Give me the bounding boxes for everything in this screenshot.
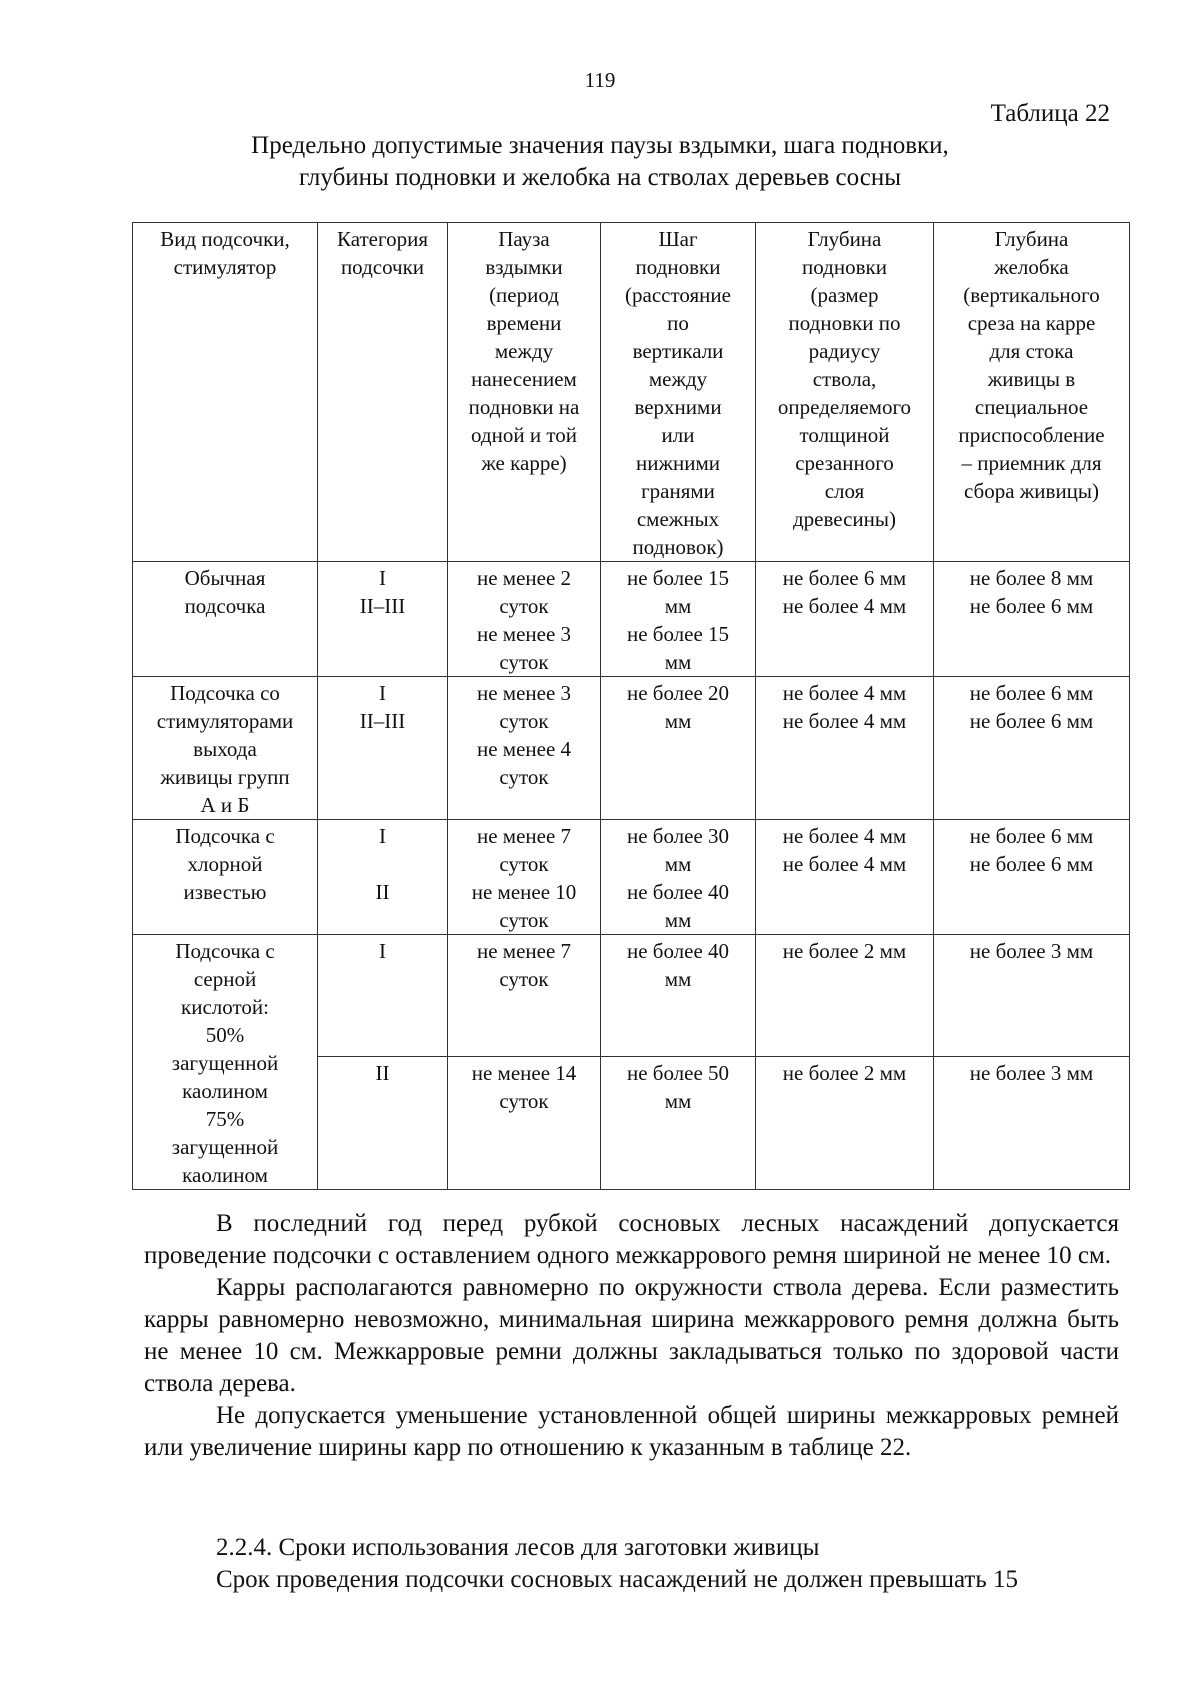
header-cell-pause [448,223,601,562]
cell-line: специальное [974,395,1089,419]
cell-line: вертикали [632,339,724,363]
cell-line: верхними [634,395,722,419]
cell-line: между [648,367,708,391]
cell-line: не более 40 [626,880,730,904]
cell-line: нижними [636,451,720,475]
cell-depth [756,820,934,935]
cell-line: I [379,681,386,705]
cell-line: или [661,423,695,447]
cell-line: Обычная [184,566,266,590]
cell-line: для стока [989,339,1074,363]
cell-line: Категория [337,227,428,251]
cell-line: смежных [636,507,720,531]
cell-type [133,935,318,1190]
cell-line: не более 4 мм [782,594,907,618]
table-header-row [133,223,1130,562]
cell-line: живицы в [987,367,1076,391]
cell-category [318,562,448,677]
cell-category [318,935,448,1057]
cell-depth [756,935,934,1057]
cell-line: не более 30 [626,824,730,848]
paragraph: В последний год перед рубкой сосновых лесных насаждений допускается проведение подсочки с оставлением одного межкаррового ремня шириной не менее 10 см. [144,1210,1119,1269]
cell-line: суток [499,709,549,733]
cell-step [601,935,756,1057]
cell-line: известью [183,880,267,904]
table-title-line: Предельно допустимые значения паузы вздымки, шага подновки, [251,132,949,159]
cell-line: не менее 14 [471,1061,577,1086]
cell-line: мм [664,709,692,733]
cell-line: мм [664,650,692,674]
cell-pause [448,1057,601,1190]
cell-line: не менее 2 [476,566,572,590]
cell-line: не более 50 [626,1061,730,1086]
header-cell-type [133,223,318,562]
cell-line: не более 40 [626,939,730,963]
cell-line: А и Б [200,793,250,817]
cell-depth [756,1057,934,1190]
header-cell-groove [934,223,1130,562]
cell-groove [934,677,1130,820]
cell-line: суток [499,852,549,876]
cell-line: среза на карре [967,311,1096,335]
cell-line: же карре) [481,451,567,475]
cell-line: не более 4 мм [782,824,907,848]
cell-line: подновки [635,255,721,279]
cell-line: подновки [802,255,887,279]
cell-line: определяемого [777,395,912,419]
cell-groove [934,562,1130,677]
cell-line: хлорной [187,852,263,876]
cell-line: суток [499,765,549,789]
cell-line [321,850,444,878]
cell-line: Вид подсочки, [160,227,290,251]
cell-line: не более 8 мм [969,566,1094,590]
table-row [133,820,1130,935]
table-label: Таблица 22 [990,100,1110,127]
cell-line: суток [499,1089,549,1114]
cell-line: подсочка [184,594,266,618]
cell-line: нанесением [471,367,577,391]
cell-step [601,562,756,677]
cell-line: не менее 4 [476,737,572,761]
cell-line: стимулятор [173,255,277,279]
cell-line: Пауза [498,227,550,251]
cell-line: не более 3 мм [969,939,1094,963]
cell-line: II–III [359,594,406,618]
cell-line: каолином [182,1079,268,1103]
cell-type [133,820,318,935]
cell-line: не менее 7 [476,939,572,963]
cell-depth [756,562,934,677]
cell-line: не более 15 [626,622,730,646]
table-row [133,562,1130,677]
cell-line: древесины) [792,507,897,531]
table-row [133,935,1130,1057]
cell-line: одной и той [471,423,577,447]
cell-line: мм [664,908,692,932]
cell-line: Глубина [807,227,882,251]
cell-line: подновки по [788,311,901,335]
cell-step [601,1057,756,1190]
cell-line: слоя [824,479,865,503]
cell-line: загущенной [171,1135,279,1159]
cell-line: – приемник для [961,451,1102,475]
cell-line: не менее 10 [471,880,577,904]
cell-line: не более 4 мм [782,681,907,705]
cell-line: ствола, [812,367,877,391]
cell-line: не более 3 мм [969,1061,1094,1086]
cell-category [318,677,448,820]
header-cell-depth [756,223,934,562]
cell-line: серной [193,967,257,991]
cell-line: не более 6 мм [969,594,1094,618]
cell-pause [448,820,601,935]
cell-step [601,677,756,820]
cell-line: желобка [994,255,1069,279]
cell-line: не более 4 мм [782,709,907,733]
cell-line: не более 6 мм [969,852,1094,876]
cell-line: подновок) [632,535,724,559]
cell-pause [448,562,601,677]
cell-type [133,677,318,820]
cell-line: не более 6 мм [782,566,907,590]
cell-line: Подсочка с [175,824,275,848]
cell-line: выхода [193,737,257,761]
cell-line: (расстояние [625,283,731,307]
body-text [144,1208,1119,1464]
cell-line: I [379,566,386,590]
cell-line: гранями [641,479,715,503]
cell-line: 75% [205,1107,245,1131]
cell-line: живицы групп [160,765,290,789]
cell-line: не менее 7 [476,824,572,848]
cell-line: подновки на [468,395,580,419]
cell-line: радиусу [808,339,881,363]
cell-line: приспособление [958,423,1105,447]
cell-line: Глубина [994,227,1069,251]
cell-line: каолином [182,1163,268,1187]
cell-line: Шаг [658,227,698,251]
header-cell-category [318,223,448,562]
cell-line: мм [664,1089,692,1114]
section-text: Срок проведения подсочки сосновых насаждений не должен превышать 15 [216,1566,1018,1593]
cell-line: между [494,339,554,363]
cell-line: не менее 3 [476,622,572,646]
cell-line: не более 4 мм [782,852,907,876]
cell-line: загущенной [171,1051,279,1075]
cell-line: не менее 3 [476,681,572,705]
header-cell-step [601,223,756,562]
cell-line: не более 6 мм [969,824,1094,848]
cell-line: 50% [205,1023,245,1047]
cell-line: Подсочка со [170,681,280,705]
cell-line: не более 20 [626,681,730,705]
paragraph: Не допускается уменьшение установленной общей ширины межкарровых ремней или увеличение ширины карр по отношению к указанным в таблице 22. [144,1402,1119,1461]
cell-line: вздымки [485,255,563,279]
cell-line: не более 15 [626,566,730,590]
cell-line: не более 6 мм [969,681,1094,705]
cell-line: мм [664,967,692,991]
cell-line: мм [664,852,692,876]
page-number: 119 [584,68,616,92]
cell-line: стимуляторами [156,709,294,733]
cell-line: (вертикального [963,283,1100,307]
cell-pause [448,677,601,820]
cell-category [318,1057,448,1190]
cell-line: сбора живицы) [963,479,1100,503]
cell-line: мм [664,594,692,618]
cell-line: Подсочка с [175,939,275,963]
cell-line: (период [489,283,559,307]
norms-table [132,222,1130,1190]
cell-groove [934,1057,1130,1190]
cell-line: суток [499,594,549,618]
cell-type [133,562,318,677]
paragraph: Карры располагаются равномерно по окружности ствола дерева. Если разместить карры равномерно невозможно, минимальная ширина межкаррового ремня должна быть не менее 10 см. Межкарровые ремни должны закладываться только по здоровой части ствола дерева. [144,1274,1119,1397]
cell-line: не более 2 мм [782,939,907,963]
cell-line: подсочки [340,255,425,279]
cell-line: I [379,939,386,963]
cell-step [601,820,756,935]
cell-groove [934,935,1130,1057]
cell-line: II [375,880,390,904]
cell-line: II–III [359,709,406,733]
cell-line: толщиной [799,423,890,447]
table-row [133,677,1130,820]
cell-groove [934,820,1130,935]
table-title [160,130,1040,194]
table-title-line: глубины подновки и желобка на стволах деревьев сосны [298,164,902,191]
cell-line: времени [486,311,562,335]
cell-line: суток [499,650,549,674]
cell-line: суток [499,908,549,932]
cell-line: не более 6 мм [969,709,1094,733]
cell-line: II [375,1061,390,1086]
cell-pause [448,935,601,1057]
cell-line: срезанного [795,451,894,475]
cell-category [318,820,448,935]
cell-depth [756,677,934,820]
cell-line: не более 2 мм [782,1061,907,1086]
cell-line: суток [499,967,549,991]
cell-line: (размер [810,283,879,307]
cell-line: I [379,824,386,848]
cell-line: кислотой: [181,995,269,1019]
cell-line: по [667,311,689,335]
section-heading: 2.2.4. Сроки использования лесов для заготовки живицы [216,1534,820,1561]
